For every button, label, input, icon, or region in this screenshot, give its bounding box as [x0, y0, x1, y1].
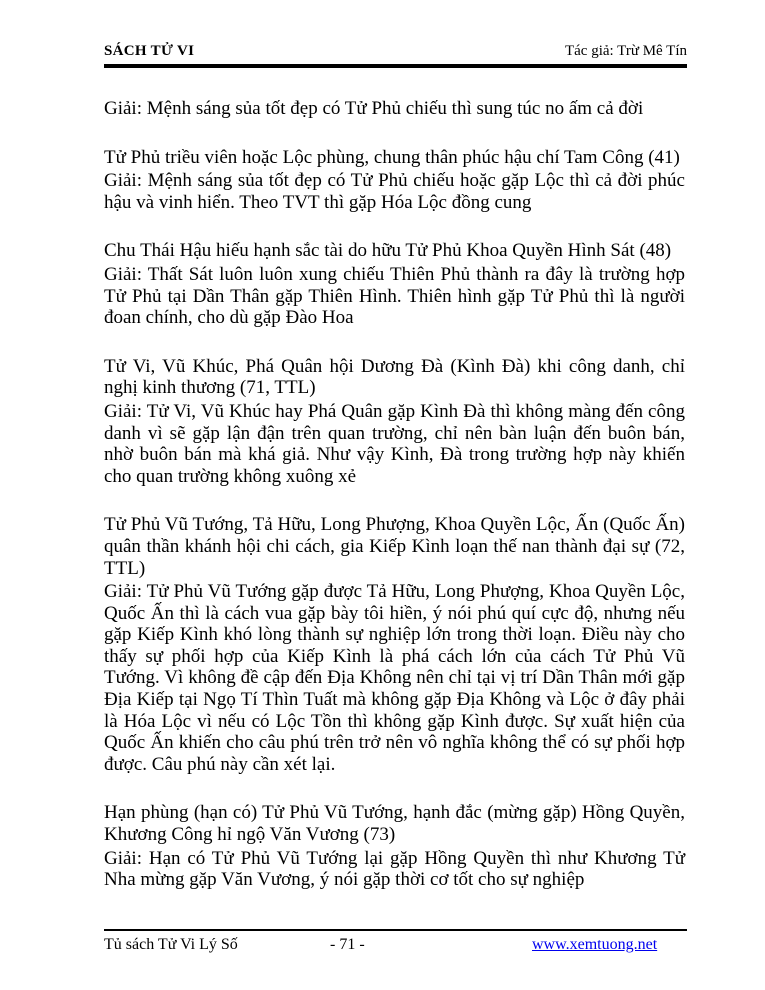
series-title: Tủ sách Tử Vi Lý Số [104, 936, 238, 953]
page-footer [104, 935, 685, 955]
paragraph-quote: Hạn phùng (hạn có) Tử Phủ Vũ Tướng, hạnh đắc (mừng gặp) Hồng Quyền, Khương Công hỉ ngộ Văn Vương (73) [104, 802, 685, 846]
paragraph-quote: Tử Phủ Vũ Tướng, Tả Hữu, Long Phượng, Khoa Quyền Lộc, Ấn (Quốc Ấn) quân thần khánh hội chi cách, gia Kiếp Kình loạn thế nan thành đại sự (72, TTL) [104, 514, 685, 579]
book-title: SÁCH TỬ VI [104, 43, 195, 59]
footer-divider [104, 929, 687, 931]
paragraph-explain: Giải: Mệnh sáng sủa tốt đẹp có Tử Phủ chiếu thì sung túc no ấm cả đời [104, 98, 644, 119]
paragraph-quote: Chu Thái Hậu hiếu hạnh sắc tài do hữu Tử Phủ Khoa Quyền Hình Sát (48) [104, 240, 672, 262]
page-header [104, 41, 687, 61]
website-link[interactable]: www.xemtuong.net [532, 936, 658, 953]
page-body [104, 96, 685, 891]
header-divider [104, 64, 687, 68]
author-credit: Tác giả: Trừ Mê Tín [564, 43, 687, 59]
paragraph-quote: Tử Phủ triều viên hoặc Lộc phùng, chung thân phúc hậu chí Tam Công (41) [104, 146, 680, 168]
paragraph-explain: Giải: Thất Sát luôn luôn xung chiếu Thiên Phủ thành ra đây là trường hợp Tử Phủ tại Dần Thân gặp Thiên Hình. Thiên hình gặp Tử Phủ thì là người đoan chính, cho dù gặp Đào Hoa [104, 263, 685, 329]
paragraph-explain: Giải: Mệnh sáng sủa tốt đẹp có Tử Phủ chiếu hoặc gặp Lộc thì cả đời phúc hậu và vinh hiển. Theo TVT thì gặp Hóa Lộc đồng cung [104, 170, 685, 213]
paragraph-explain: Giải: Tử Vi, Vũ Khúc hay Phá Quân gặp Kình Đà thì không màng đến công danh vì sẽ gặp lận đận trên quan trường, chỉ nên bàn luận đến buôn bán, nhờ buôn bán mà khá giả. Như vậy Kình, Đà trong trường hợp này khiến cho quan trường không xuông xẻ [104, 400, 685, 487]
paragraph-explain: Giải: Tử Phủ Vũ Tướng gặp được Tả Hữu, Long Phượng, Khoa Quyền Lộc, Quốc Ấn thì là cách vua gặp bày tôi hiền, ý nói phú quí cực độ, nhưng nếu gặp Kiếp Kình khó lòng thành sự nghiệp lớn trong thời loạn. Điều này cho thấy sự phối hợp của Kiếp Kình là phá cách lớn của cách Tử Phủ Vũ Tướng. Vì không đề cập đến Địa Không nên chỉ tại vị trí Dần Thân mới gặp Địa Kiếp tại Ngọ Tí Thìn Tuất mà không gặp Địa Không và Lộc ở đây phải là Hóa Lộc vì nếu có Lộc Tồn thì không gặp Kình được. Sự xuất hiện của Quốc Ấn khiến cho câu phú trên trở nên vô nghĩa không thể có sự phối hợp được. Câu phú này cần xét lại. [104, 581, 685, 775]
page-number: - 71 - [330, 936, 365, 953]
paragraph-quote: Tử Vi, Vũ Khúc, Phá Quân hội Dương Đà (Kình Đà) khi công danh, chỉ nghị kinh thương (71, TTL) [104, 355, 685, 399]
paragraph-explain: Giải: Hạn có Tử Phủ Vũ Tướng lại gặp Hồng Quyền thì như Khương Tử Nha mừng gặp Văn Vương, ý nói gặp thời cơ tốt cho sự nghiệp [104, 847, 685, 891]
